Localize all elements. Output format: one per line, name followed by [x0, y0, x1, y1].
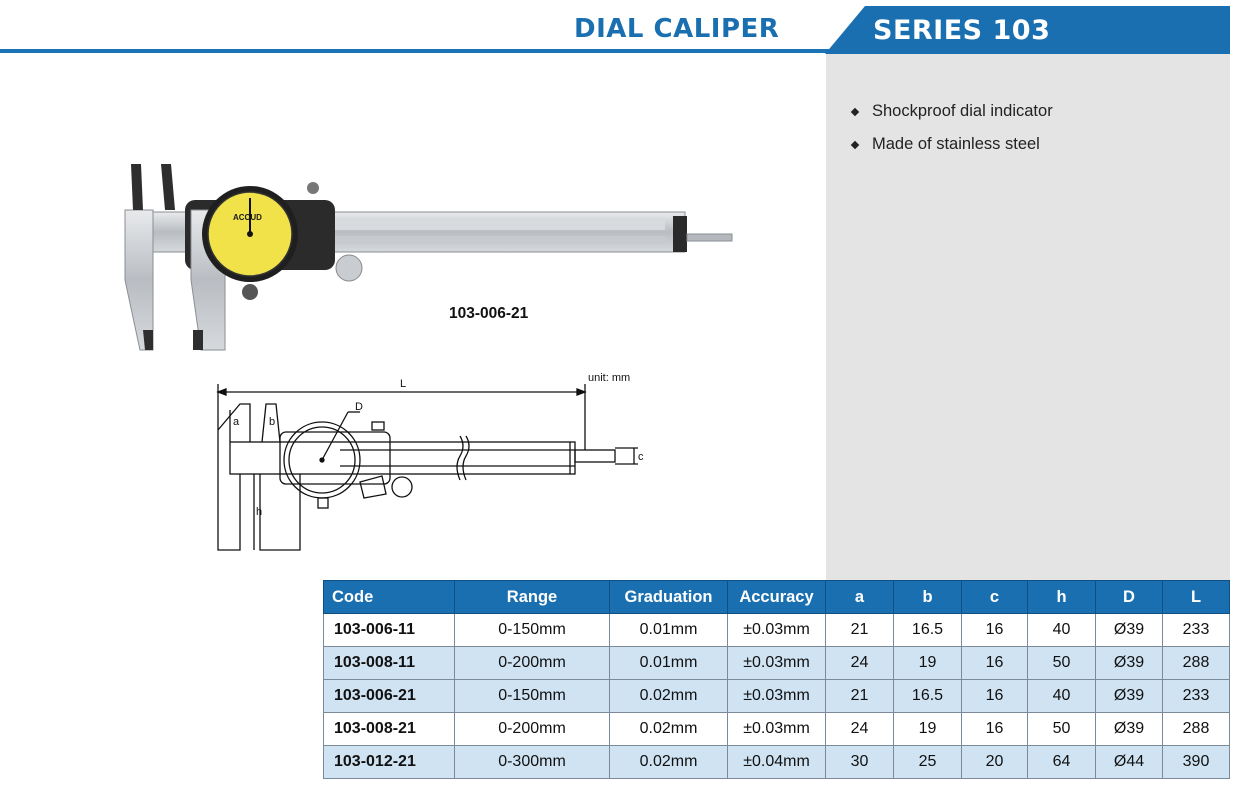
- dial-brand: ACCUD: [233, 213, 262, 222]
- page-title: DIAL CALIPER: [574, 14, 780, 44]
- cell-h: 40: [1028, 680, 1096, 713]
- cell-code: 103-008-11: [324, 647, 455, 680]
- cell-h: 50: [1028, 713, 1096, 746]
- dim-h-label: h: [256, 506, 263, 518]
- cell-b: 16.5: [894, 680, 962, 713]
- cell-c: 16: [962, 680, 1028, 713]
- cell-graduation: 0.01mm: [610, 647, 728, 680]
- dim-a-label: a: [233, 416, 240, 428]
- header-a: a: [826, 581, 894, 614]
- caliper-dimension-drawing: [210, 370, 650, 560]
- cell-b: 19: [894, 713, 962, 746]
- cell-a: 21: [826, 680, 894, 713]
- cell-code: 103-006-11: [324, 614, 455, 647]
- dim-L-label: L: [400, 378, 407, 390]
- cell-b: 16.5: [894, 614, 962, 647]
- cell-h: 64: [1028, 746, 1096, 779]
- cell-a: 21: [826, 614, 894, 647]
- feature-list: [850, 102, 1053, 168]
- cell-b: 19: [894, 647, 962, 680]
- table-row: [324, 713, 1230, 746]
- feature-text: Made of stainless steel: [872, 135, 1040, 153]
- cell-code: 103-006-21: [324, 680, 455, 713]
- cell-a: 24: [826, 713, 894, 746]
- cell-graduation: 0.02mm: [610, 713, 728, 746]
- header-rule: [0, 49, 830, 53]
- cell-accuracy: ±0.03mm: [728, 647, 826, 680]
- header-l: L: [1163, 581, 1230, 614]
- cell-c: 20: [962, 746, 1028, 779]
- cell-accuracy: ±0.03mm: [728, 680, 826, 713]
- cell-accuracy: ±0.03mm: [728, 614, 826, 647]
- cell-l: 233: [1163, 614, 1230, 647]
- caliper-photo: [105, 160, 740, 355]
- cell-accuracy: ±0.03mm: [728, 713, 826, 746]
- series-label: SERIES 103: [873, 15, 1051, 46]
- cell-c: 16: [962, 713, 1028, 746]
- diamond-bullet-icon: [851, 141, 859, 149]
- cell-range: 0-150mm: [455, 680, 610, 713]
- cell-c: 16: [962, 647, 1028, 680]
- cell-a: 30: [826, 746, 894, 779]
- dim-b-label: b: [269, 416, 276, 428]
- cell-graduation: 0.01mm: [610, 614, 728, 647]
- cell-h: 40: [1028, 614, 1096, 647]
- cell-code: 103-012-21: [324, 746, 455, 779]
- cell-d: Ø39: [1096, 680, 1163, 713]
- cell-b: 25: [894, 746, 962, 779]
- cell-l: 288: [1163, 713, 1230, 746]
- header-graduation: Graduation: [610, 581, 728, 614]
- cell-range: 0-300mm: [455, 746, 610, 779]
- cell-l: 233: [1163, 680, 1230, 713]
- unit-label: unit: mm: [588, 372, 631, 384]
- cell-range: 0-200mm: [455, 647, 610, 680]
- table-row: [324, 614, 1230, 647]
- header-c: c: [962, 581, 1028, 614]
- cell-graduation: 0.02mm: [610, 746, 728, 779]
- series-tab: [825, 6, 1230, 54]
- cell-range: 0-150mm: [455, 614, 610, 647]
- header-d: D: [1096, 581, 1163, 614]
- cell-accuracy: ±0.04mm: [728, 746, 826, 779]
- cell-d: Ø39: [1096, 614, 1163, 647]
- header-code: Code: [324, 581, 455, 614]
- cell-d: Ø44: [1096, 746, 1163, 779]
- cell-code: 103-008-21: [324, 713, 455, 746]
- cell-d: Ø39: [1096, 713, 1163, 746]
- cell-graduation: 0.02mm: [610, 680, 728, 713]
- cell-c: 16: [962, 614, 1028, 647]
- header-b: b: [894, 581, 962, 614]
- table-row: [324, 746, 1230, 779]
- feature-item: [850, 102, 1053, 135]
- cell-d: Ø39: [1096, 647, 1163, 680]
- diamond-bullet-icon: [851, 108, 859, 116]
- dim-c-label: c: [638, 451, 644, 463]
- header-accuracy: Accuracy: [728, 581, 826, 614]
- table-row: [324, 680, 1230, 713]
- table-row: [324, 647, 1230, 680]
- cell-h: 50: [1028, 647, 1096, 680]
- spec-table: [323, 580, 1230, 779]
- header-range: Range: [455, 581, 610, 614]
- cell-range: 0-200mm: [455, 713, 610, 746]
- cell-a: 24: [826, 647, 894, 680]
- feature-item: [850, 135, 1053, 168]
- dim-D-label: D: [355, 401, 363, 413]
- header-h: h: [1028, 581, 1096, 614]
- table-header-row: [324, 581, 1230, 614]
- cell-l: 288: [1163, 647, 1230, 680]
- cell-l: 390: [1163, 746, 1230, 779]
- model-label: 103-006-21: [449, 305, 529, 322]
- feature-text: Shockproof dial indicator: [872, 102, 1053, 120]
